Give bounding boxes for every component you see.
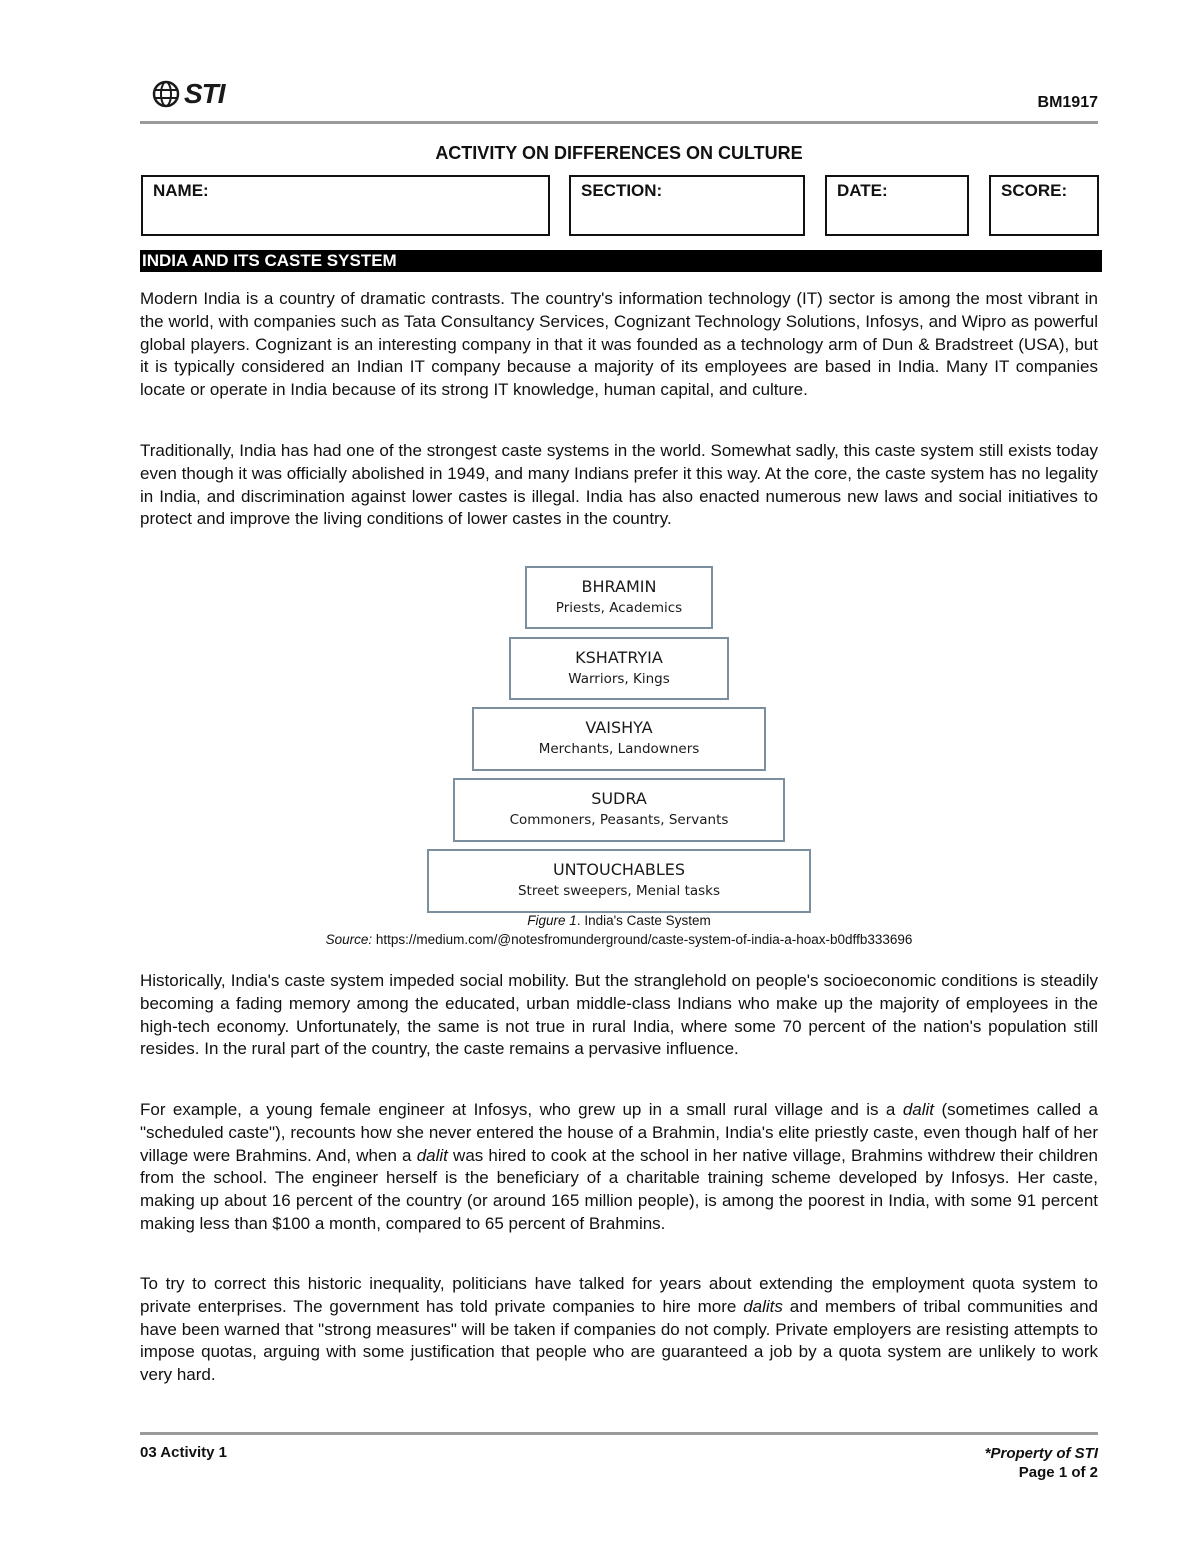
name-field[interactable] <box>141 175 550 236</box>
page-number: Page 1 of 2 <box>1018 1464 1098 1481</box>
logo-text: STI <box>184 78 225 109</box>
paragraph-1: Modern India is a country of dramatic contrasts. The country's information technology (IT) sector is among the most vibrant in the world, with companies such as Tata Consultancy Services, Cognizant Technology Solutions, Infosys, and Wipro as powerful global players. Cognizant is an interesting company in that it was founded as a technology arm of Dun & Bradstreet (USA), but it is typically considered an Indian IT company because a majority of its employees are based in India. Many IT companies locate or operate in India because of its strong IT knowledge, human capital, and culture. <box>140 289 1098 400</box>
footer-divider <box>140 1432 1098 1435</box>
paragraph-2: Traditionally, India has had one of the strongest caste systems in the world. Somewhat sadly, this caste system still exists today even though it was officially abolished in 1949, and many Indians prefer it this way. At the core, the caste system has no legality in India, and discrimination against lower castes is illegal. India has also enacted numerous new laws and social initiatives to protect and improve the living conditions of lower castes in the country. <box>140 441 1098 529</box>
tier-name: UNTOUCHABLES <box>552 860 686 879</box>
tier-name: VAISHYA <box>585 718 653 737</box>
caste-paragraph <box>140 440 1098 531</box>
tier-desc: Commoners, Peasants, Servants <box>509 812 729 828</box>
tier-desc: Warriors, Kings <box>568 671 670 687</box>
paragraph-5: To try to correct this historic inequality, politicians have talked for years about extending the employment quota system to private enterprises. The government has told private companies to hire more dalits and members of tribal communities and have been warned that "strong measures" will be taken if companies do not comply. Private employers are resisting attempts to impose quotas, arguing with some justification that people who are guaranteed a job by a quota system are unlikely to work very hard. <box>140 1274 1098 1385</box>
globe-icon <box>152 80 182 108</box>
paragraph-4: For example, a young female engineer at Infosys, who grew up in a small rural village and is a dalit (sometimes called a "scheduled caste"), recounts how she never entered the house of a Brahmin, India's elite priestly caste, even though half of her village were Brahmins. And, when a dalit was hired to cook at the school in her native village, Brahmins withdrew their children from the school. The engineer herself is the beneficiary of a charitable training scheme developed by Infosys. Her caste, making up about 16 percent of the country (or around 165 million people), is among the poorest in India, with some 91 percent making less than $100 a month, compared to 65 percent of Brahmins. <box>140 1100 1099 1233</box>
section-field[interactable] <box>569 175 805 236</box>
source-label: Source: <box>325 932 373 947</box>
figure-label: Figure 1 <box>527 913 577 928</box>
sti-logo <box>152 78 225 110</box>
figure-source <box>0 932 1200 947</box>
document-code: BM1917 <box>1037 94 1098 111</box>
tier-desc: Street sweepers, Menial tasks <box>517 883 721 899</box>
name-label: NAME: <box>153 181 209 200</box>
pyramid-tier-sudra <box>453 778 785 842</box>
footer-property: *Property of STI <box>984 1445 1098 1462</box>
tier-desc: Priests, Academics <box>555 600 683 616</box>
pyramid-tier-bhramin <box>525 566 713 629</box>
pyramid-tier-untouchables <box>427 849 811 913</box>
intro-paragraph <box>140 288 1098 402</box>
header-divider <box>140 121 1098 124</box>
tier-name: KSHATRYIA <box>575 648 663 667</box>
footer-right <box>985 1444 1098 1482</box>
example-paragraph <box>140 1099 1098 1236</box>
section-heading: INDIA AND ITS CASTE SYSTEM <box>140 250 1102 272</box>
quota-paragraph <box>140 1273 1098 1387</box>
section-label: SECTION: <box>581 181 663 200</box>
page-title: ACTIVITY ON DIFFERENCES ON CULTURE <box>435 143 803 163</box>
source-url: https://medium.com/@notesfromunderground/caste-system-of-india-a-hoax-b0dffb333696 <box>372 932 913 947</box>
score-label: SCORE: <box>1001 181 1068 200</box>
footer-activity: 03 Activity 1 <box>140 1444 227 1461</box>
paragraph-3: Historically, India's caste system impeded social mobility. But the stranglehold on people's socioeconomic conditions is steadily becoming a fading memory among the educated, urban middle-class Indians who make up the majority of employees in the high-tech economy. Unfortunately, the same is not true in rural India, where some 70 percent of the nation's population still resides. In the rural part of the country, the caste remains a pervasive influence. <box>140 971 1098 1059</box>
tier-desc: Merchants, Landowners <box>538 741 700 757</box>
tier-name: SUDRA <box>591 789 647 808</box>
tier-name: BHRAMIN <box>581 577 657 596</box>
pyramid-tier-kshatryia <box>509 637 729 700</box>
score-field[interactable] <box>989 175 1099 236</box>
history-paragraph <box>140 970 1098 1061</box>
figure-caption <box>0 913 1200 928</box>
pyramid-tier-vaishya <box>472 707 766 771</box>
figure-title: . India's Caste System <box>576 913 711 928</box>
date-field[interactable] <box>825 175 969 236</box>
date-label: DATE: <box>837 181 888 200</box>
